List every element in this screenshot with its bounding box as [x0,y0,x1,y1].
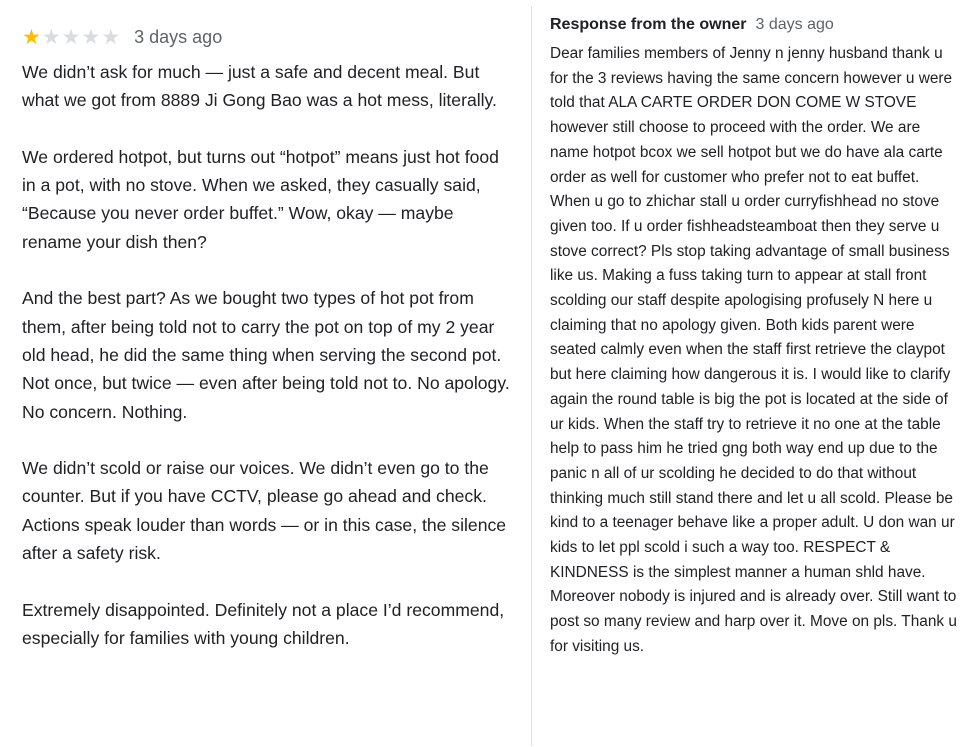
column-divider [531,6,532,746]
star-icon: ★ [61,25,81,49]
star-icon: ★ [81,25,101,49]
response-header [550,16,958,42]
star-icon: ★ [41,25,61,49]
review-paragraph: And the best part? As we bought two types of hot pot from them, after being told not to carry the pot on top of my 2 year old head, he did the same thing when serving the second pot. Not once, but twice — even after being told not to. No apology. No concern. Nothing. [22,288,510,422]
review-paragraph: We didn’t scold or raise our voices. We didn’t even go to the counter. But if you have CCTV, please go ahead and check. Actions speak louder than words — or in this case, the silence after a safety risk. [22,458,507,564]
review-header [22,22,512,52]
response-text: Dear families members of Jenny n jenny husband thank u for the 3 reviews having the same concern however u were told that ALA CARTE ORDER DON COME W STOVE however still choose to proceed with the order. We are name hotpot bcox we sell hotpot but we do have ala carte order as well for customer who prefer not to eat buffet. When u go to zhichar stall u order curryfishhead no stove given too. If u order fishheadsteamboat then they serve u stove correct? Pls stop taking advantage of small business like us. Making a fuss taking turn to appear at stall front scolding our staff despite apologising profusely N here u claiming that no apology given. Both kids parent were seated calmly even when the staff first retrieve the claypot but here claiming how dangerous it is. I would like to clarify again the round table is big the pot is located at the side of ur kids. When the staff try to retrieve it no one at the table help to pass him he tried gng both way end up due to the panic n all of ur scolding he decided to do that without thinking much still stand there and let u all scold. Please be kind to a teenager behave like a proper adult. U don wan ur kids to let ppl scold i such a way too. RESPECT & KINDNESS is the simplest manner a human shld have. Moreover nobody is injured and is already over. Still want to post so many review and harp over it. Move on pls. Thank u for visiting us. [550,45,957,655]
review-card [22,22,512,681]
review-date: 3 days ago [134,26,223,47]
response-date: 3 days ago [755,16,834,33]
response-title: Response from the owner [550,16,747,33]
star-icon: ★ [101,25,121,49]
star-rating [22,27,120,48]
star-icon: ★ [22,25,41,49]
review-paragraph: Extremely disappointed. Definitely not a place I’d recommend, especially for families with young children. [22,599,505,648]
owner-response [550,16,958,660]
review-paragraph: We ordered hotpot, but turns out “hotpot” means just hot food in a pot, with no stove. When we asked, they casually said, “Because you never order buffet.” Wow, okay — maybe rename your dish then? [22,146,499,252]
review-paragraph: We didn’t ask for much — just a safe and decent meal. But what we got from 8889 Ji Gong Bao was a hot mess, literally. [22,62,497,111]
review-body [22,58,512,652]
